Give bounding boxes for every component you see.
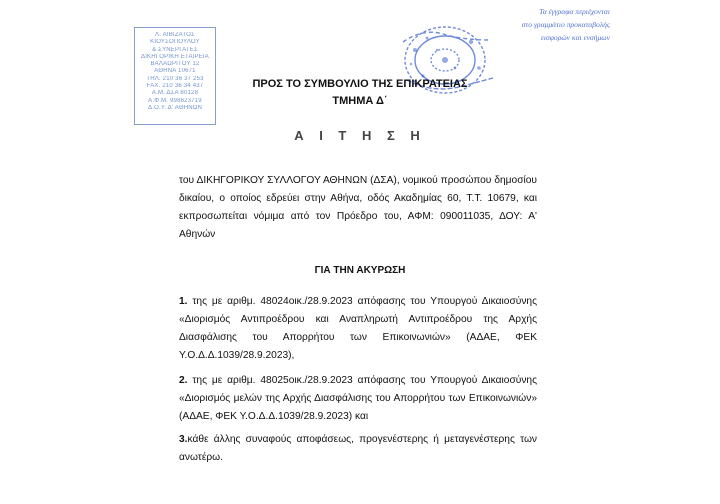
stamp-line: Δ.Ο.Υ. Δ' ΑΘΗΝΩΝ [148,104,202,111]
stamp-line: στο γραμμάτιο προκαταβολής [521,20,610,29]
stamp-line: ΤΗΛ. 210 36 37 253 [146,75,204,82]
stamp-line: εισφορών και ενσήμων [540,33,610,42]
stamp-line: & ΣΥΝΕΡΓΑΤΕΣ [152,46,198,53]
stamp-line: ΑΘΗΝΑ 10671 [154,68,196,75]
document-title: Α Ι Τ Η Σ Η [294,128,426,143]
stamp-line: ΚΙΟΥΣΟΠΟΥΛΟΥ [150,39,200,46]
item-text: κάθε άλλης συναφούς αποφάσεως, προγενέστερης ή μεταγενέστερης των ανωτέρω. [179,434,537,463]
addressee-line-1: ΠΡΟΣ ΤΟ ΣΥΜΒΟΥΛΙΟ ΤΗΣ ΕΠΙΚΡΑΤΕΙΑΣ [252,78,468,90]
petitioner-paragraph: του ΔΙΚΗΓΟΡΙΚΟΥ ΣΥΛΛΟΓΟΥ ΑΘΗΝΩΝ (ΔΣΑ), νομικού προσώπου δημοσίου δικαίου, ο οποίος εδρεύει στην Αθήνα, οδός Ακαδημίας 60, Τ.Τ. 10679, και εκπροσωπείται νόμιμα από τον Πρόεδρο του, ΑΦΜ: 090011035, ΔΟΥ: Α' Αθηνών [179,175,537,240]
stamp-line: Λ. ΑΙΒΙΖΑΤΟΣ [155,32,195,38]
stamp-line: ΒΑΛΑΩΡΙΤΟΥ 12 [150,61,200,68]
item-number: 3. [179,434,188,445]
stamp-line: FAX. 210 36 34 437 [146,83,204,90]
annulment-item-3 [179,431,537,467]
item-number: 2. [179,375,188,386]
item-text: της με αριθμ. 48025οικ./28.9.2023 απόφασης του Υπουργού Δικαιοσύνης «Διορισμός μελών της Αρχής Διασφάλισης του Απορρήτου των Επικοινωνιών» (ΑΔΑΕ, ΦΕΚ Υ.Ο.Δ.Δ.1039/28.9.2023) και [179,375,537,422]
item-number: 1. [179,296,188,307]
addressee-line-2: ΤΜΗΜΑ Δ΄ [332,95,388,107]
stamp-line: Α.Μ. ΔΣΑ 80128 [151,90,199,97]
stamp-line: Τα έγγραφα περιέχονται [539,7,610,16]
law-firm-stamp [134,27,216,125]
stamp-line: ΔΙΚΗΓΟΡΙΚΗ ΕΤΑΙΡΕΙΑ [140,53,210,60]
annulment-item-2 [179,372,537,426]
item-text: της με αριθμ. 48024οικ./28.9.2023 απόφασης του Υπουργού Δικαιοσύνης «Διορισμός Αντιπροέδρου και Αναπληρωτή Αντιπροέδρου της Αρχής Διασφάλισης του Απορρήτου των Επικοινωνιών» (ΑΔΑΕ, ΦΕΚ Υ.Ο.Δ.Δ.1039/28.9.2023), [179,296,537,361]
stamp-line: Α.Φ.Μ. 998623719 [148,97,202,104]
annulment-item-1 [179,293,537,365]
section-heading: ΓΙΑ ΤΗΝ ΑΚΥΡΩΣΗ [314,265,406,276]
filing-note-stamp [514,5,610,44]
